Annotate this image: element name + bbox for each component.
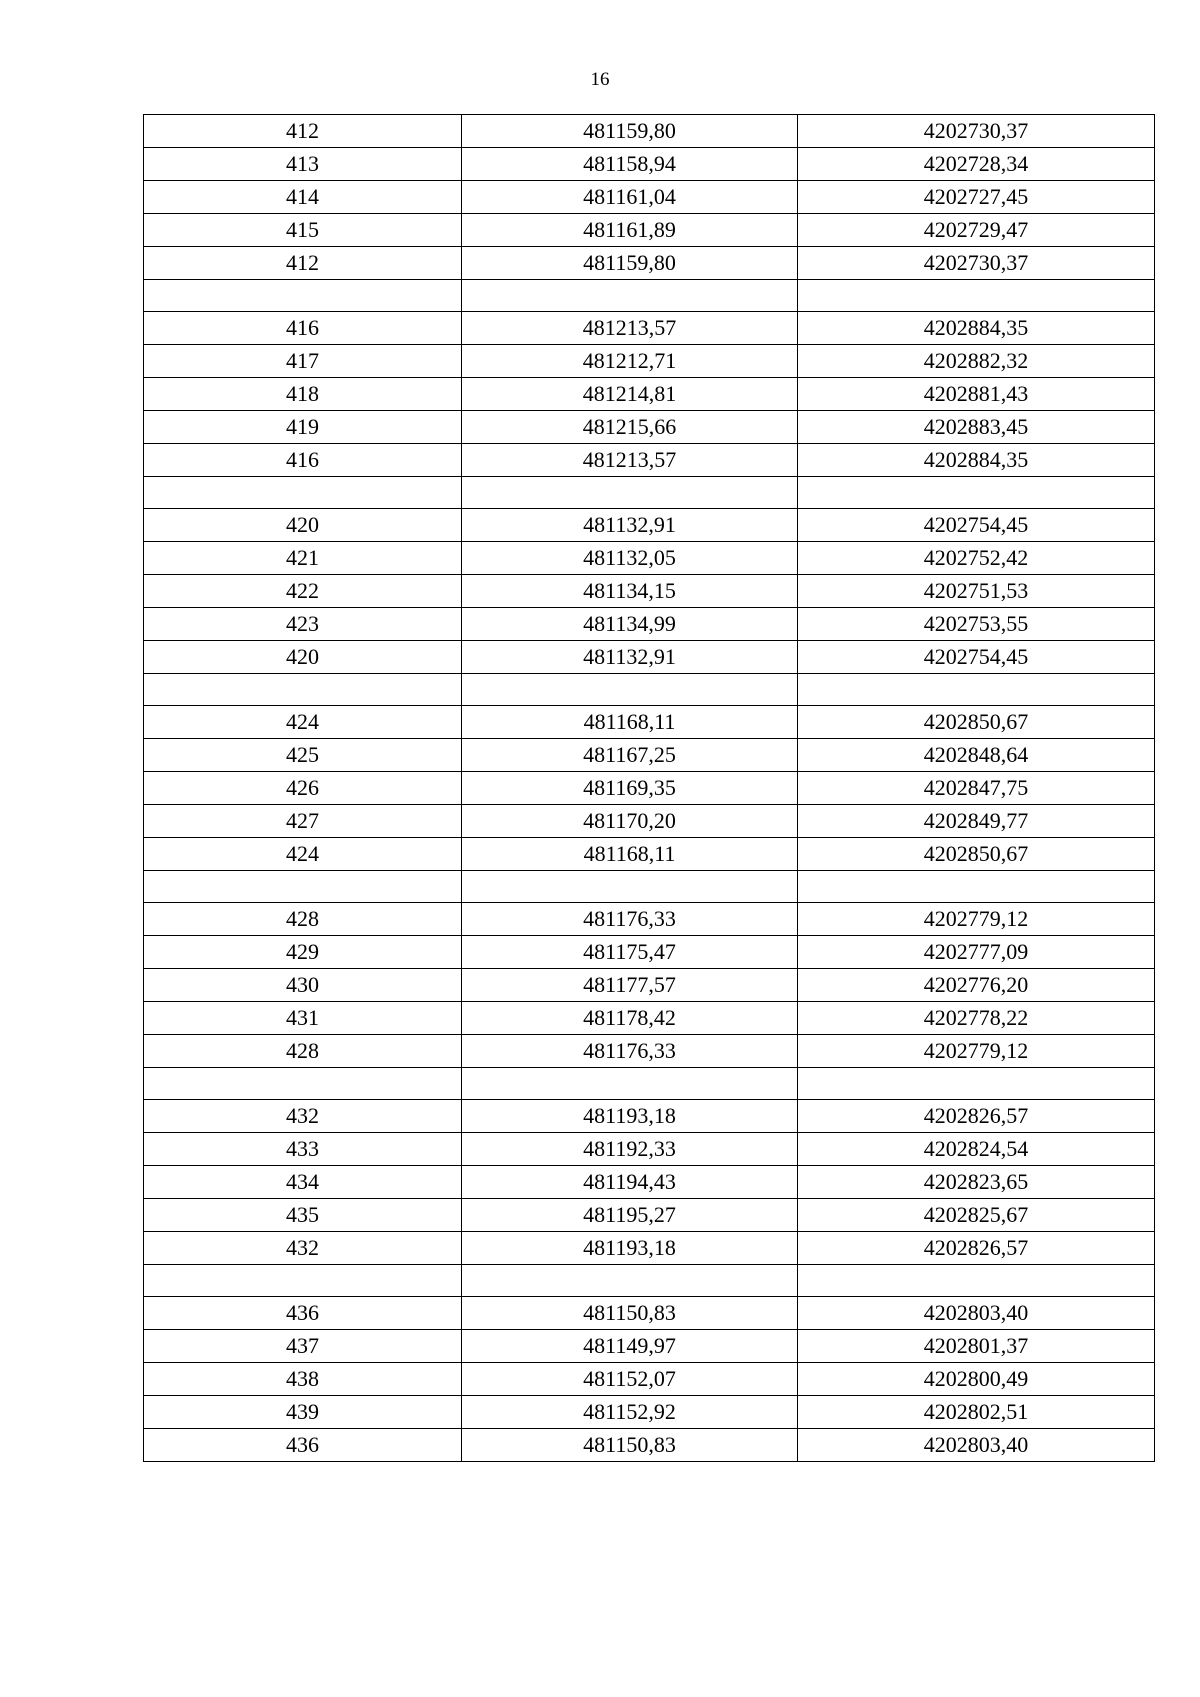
x-coordinate-cell xyxy=(462,871,798,903)
table-row xyxy=(144,1396,1155,1429)
y-coordinate-cell: 4202777,09 xyxy=(798,936,1155,969)
x-coordinate-cell xyxy=(462,674,798,706)
point-number-cell xyxy=(144,1068,462,1100)
y-coordinate-cell: 4202779,12 xyxy=(798,1035,1155,1068)
x-coordinate-cell: 481134,99 xyxy=(462,608,798,641)
x-coordinate-cell: 481212,71 xyxy=(462,345,798,378)
point-number-cell: 432 xyxy=(144,1100,462,1133)
point-number-cell: 412 xyxy=(144,247,462,280)
x-coordinate-cell xyxy=(462,1265,798,1297)
x-coordinate-cell: 481167,25 xyxy=(462,739,798,772)
y-coordinate-cell: 4202850,67 xyxy=(798,838,1155,871)
y-coordinate-cell: 4202754,45 xyxy=(798,509,1155,542)
table-row xyxy=(144,214,1155,247)
x-coordinate-cell: 481178,42 xyxy=(462,1002,798,1035)
point-number-cell: 432 xyxy=(144,1232,462,1265)
table-row xyxy=(144,444,1155,477)
separator-row xyxy=(144,1068,1155,1100)
point-number-cell: 434 xyxy=(144,1166,462,1199)
x-coordinate-cell: 481134,15 xyxy=(462,575,798,608)
separator-row xyxy=(144,1265,1155,1297)
x-coordinate-cell: 481132,91 xyxy=(462,509,798,542)
table-row xyxy=(144,378,1155,411)
point-number-cell: 412 xyxy=(144,115,462,148)
table-row xyxy=(144,1100,1155,1133)
y-coordinate-cell: 4202778,22 xyxy=(798,1002,1155,1035)
x-coordinate-cell: 481150,83 xyxy=(462,1429,798,1462)
table-row xyxy=(144,969,1155,1002)
point-number-cell: 416 xyxy=(144,312,462,345)
table-row xyxy=(144,148,1155,181)
point-number-cell: 420 xyxy=(144,509,462,542)
y-coordinate-cell: 4202751,53 xyxy=(798,575,1155,608)
separator-row xyxy=(144,871,1155,903)
x-coordinate-cell: 481176,33 xyxy=(462,903,798,936)
x-coordinate-cell: 481195,27 xyxy=(462,1199,798,1232)
y-coordinate-cell xyxy=(798,477,1155,509)
point-number-cell: 416 xyxy=(144,444,462,477)
point-number-cell: 424 xyxy=(144,838,462,871)
table-row xyxy=(144,903,1155,936)
point-number-cell: 431 xyxy=(144,1002,462,1035)
x-coordinate-cell: 481161,04 xyxy=(462,181,798,214)
y-coordinate-cell: 4202752,42 xyxy=(798,542,1155,575)
x-coordinate-cell: 481159,80 xyxy=(462,247,798,280)
x-coordinate-cell: 481169,35 xyxy=(462,772,798,805)
table-row xyxy=(144,706,1155,739)
x-coordinate-cell: 481152,92 xyxy=(462,1396,798,1429)
table-row xyxy=(144,312,1155,345)
point-number-cell: 437 xyxy=(144,1330,462,1363)
x-coordinate-cell: 481170,20 xyxy=(462,805,798,838)
y-coordinate-cell: 4202824,54 xyxy=(798,1133,1155,1166)
point-number-cell: 436 xyxy=(144,1297,462,1330)
separator-row xyxy=(144,477,1155,509)
table-row xyxy=(144,772,1155,805)
point-number-cell: 422 xyxy=(144,575,462,608)
x-coordinate-cell: 481175,47 xyxy=(462,936,798,969)
point-number-cell: 420 xyxy=(144,641,462,674)
y-coordinate-cell: 4202802,51 xyxy=(798,1396,1155,1429)
table-row xyxy=(144,641,1155,674)
table-row xyxy=(144,1330,1155,1363)
table-row xyxy=(144,1429,1155,1462)
coordinates-table-body xyxy=(144,115,1155,1462)
x-coordinate-cell: 481168,11 xyxy=(462,838,798,871)
table-row xyxy=(144,181,1155,214)
point-number-cell xyxy=(144,477,462,509)
point-number-cell: 418 xyxy=(144,378,462,411)
x-coordinate-cell: 481152,07 xyxy=(462,1363,798,1396)
y-coordinate-cell: 4202849,77 xyxy=(798,805,1155,838)
x-coordinate-cell: 481213,57 xyxy=(462,312,798,345)
table-row xyxy=(144,1363,1155,1396)
y-coordinate-cell: 4202728,34 xyxy=(798,148,1155,181)
x-coordinate-cell xyxy=(462,477,798,509)
y-coordinate-cell: 4202850,67 xyxy=(798,706,1155,739)
y-coordinate-cell xyxy=(798,280,1155,312)
y-coordinate-cell: 4202826,57 xyxy=(798,1232,1155,1265)
x-coordinate-cell: 481193,18 xyxy=(462,1100,798,1133)
table-row xyxy=(144,247,1155,280)
x-coordinate-cell: 481192,33 xyxy=(462,1133,798,1166)
point-number-cell: 425 xyxy=(144,739,462,772)
point-number-cell xyxy=(144,280,462,312)
coordinates-table xyxy=(143,114,1155,1462)
x-coordinate-cell: 481132,05 xyxy=(462,542,798,575)
table-row xyxy=(144,936,1155,969)
table-row xyxy=(144,509,1155,542)
table-row xyxy=(144,1166,1155,1199)
point-number-cell: 433 xyxy=(144,1133,462,1166)
table-row xyxy=(144,739,1155,772)
point-number-cell xyxy=(144,1265,462,1297)
point-number-cell: 419 xyxy=(144,411,462,444)
y-coordinate-cell: 4202883,45 xyxy=(798,411,1155,444)
y-coordinate-cell xyxy=(798,1068,1155,1100)
x-coordinate-cell: 481149,97 xyxy=(462,1330,798,1363)
table-row xyxy=(144,1002,1155,1035)
table-row xyxy=(144,115,1155,148)
x-coordinate-cell: 481132,91 xyxy=(462,641,798,674)
table-row xyxy=(144,542,1155,575)
y-coordinate-cell: 4202847,75 xyxy=(798,772,1155,805)
point-number-cell: 439 xyxy=(144,1396,462,1429)
point-number-cell: 421 xyxy=(144,542,462,575)
page-number: 16 xyxy=(590,69,610,90)
y-coordinate-cell: 4202753,55 xyxy=(798,608,1155,641)
x-coordinate-cell xyxy=(462,280,798,312)
point-number-cell: 417 xyxy=(144,345,462,378)
y-coordinate-cell xyxy=(798,674,1155,706)
point-number-cell: 414 xyxy=(144,181,462,214)
x-coordinate-cell: 481214,81 xyxy=(462,378,798,411)
point-number-cell: 430 xyxy=(144,969,462,1002)
y-coordinate-cell: 4202826,57 xyxy=(798,1100,1155,1133)
y-coordinate-cell: 4202730,37 xyxy=(798,247,1155,280)
y-coordinate-cell: 4202884,35 xyxy=(798,312,1155,345)
table-row xyxy=(144,1035,1155,1068)
y-coordinate-cell xyxy=(798,1265,1155,1297)
point-number-cell xyxy=(144,674,462,706)
point-number-cell: 415 xyxy=(144,214,462,247)
point-number-cell: 428 xyxy=(144,1035,462,1068)
table-row xyxy=(144,1232,1155,1265)
y-coordinate-cell: 4202729,47 xyxy=(798,214,1155,247)
y-coordinate-cell: 4202803,40 xyxy=(798,1429,1155,1462)
y-coordinate-cell: 4202801,37 xyxy=(798,1330,1155,1363)
table-row xyxy=(144,1199,1155,1232)
x-coordinate-cell: 481215,66 xyxy=(462,411,798,444)
y-coordinate-cell: 4202882,32 xyxy=(798,345,1155,378)
y-coordinate-cell: 4202727,45 xyxy=(798,181,1155,214)
point-number-cell: 427 xyxy=(144,805,462,838)
point-number-cell: 435 xyxy=(144,1199,462,1232)
x-coordinate-cell: 481161,89 xyxy=(462,214,798,247)
y-coordinate-cell: 4202823,65 xyxy=(798,1166,1155,1199)
x-coordinate-cell: 481158,94 xyxy=(462,148,798,181)
point-number-cell: 436 xyxy=(144,1429,462,1462)
y-coordinate-cell: 4202800,49 xyxy=(798,1363,1155,1396)
y-coordinate-cell: 4202881,43 xyxy=(798,378,1155,411)
x-coordinate-cell: 481194,43 xyxy=(462,1166,798,1199)
point-number-cell: 438 xyxy=(144,1363,462,1396)
y-coordinate-cell: 4202848,64 xyxy=(798,739,1155,772)
y-coordinate-cell xyxy=(798,871,1155,903)
x-coordinate-cell: 481150,83 xyxy=(462,1297,798,1330)
y-coordinate-cell: 4202884,35 xyxy=(798,444,1155,477)
table-row xyxy=(144,608,1155,641)
table-row xyxy=(144,411,1155,444)
point-number-cell: 423 xyxy=(144,608,462,641)
table-row xyxy=(144,345,1155,378)
point-number-cell: 426 xyxy=(144,772,462,805)
table-row xyxy=(144,1297,1155,1330)
y-coordinate-cell: 4202776,20 xyxy=(798,969,1155,1002)
y-coordinate-cell: 4202754,45 xyxy=(798,641,1155,674)
table-row xyxy=(144,575,1155,608)
point-number-cell xyxy=(144,871,462,903)
y-coordinate-cell: 4202779,12 xyxy=(798,903,1155,936)
x-coordinate-cell: 481159,80 xyxy=(462,115,798,148)
point-number-cell: 429 xyxy=(144,936,462,969)
x-coordinate-cell: 481177,57 xyxy=(462,969,798,1002)
point-number-cell: 424 xyxy=(144,706,462,739)
separator-row xyxy=(144,674,1155,706)
point-number-cell: 413 xyxy=(144,148,462,181)
x-coordinate-cell: 481168,11 xyxy=(462,706,798,739)
table-row xyxy=(144,805,1155,838)
x-coordinate-cell: 481176,33 xyxy=(462,1035,798,1068)
x-coordinate-cell: 481193,18 xyxy=(462,1232,798,1265)
table-row xyxy=(144,838,1155,871)
y-coordinate-cell: 4202825,67 xyxy=(798,1199,1155,1232)
x-coordinate-cell: 481213,57 xyxy=(462,444,798,477)
separator-row xyxy=(144,280,1155,312)
y-coordinate-cell: 4202730,37 xyxy=(798,115,1155,148)
table-row xyxy=(144,1133,1155,1166)
point-number-cell: 428 xyxy=(144,903,462,936)
y-coordinate-cell: 4202803,40 xyxy=(798,1297,1155,1330)
x-coordinate-cell xyxy=(462,1068,798,1100)
